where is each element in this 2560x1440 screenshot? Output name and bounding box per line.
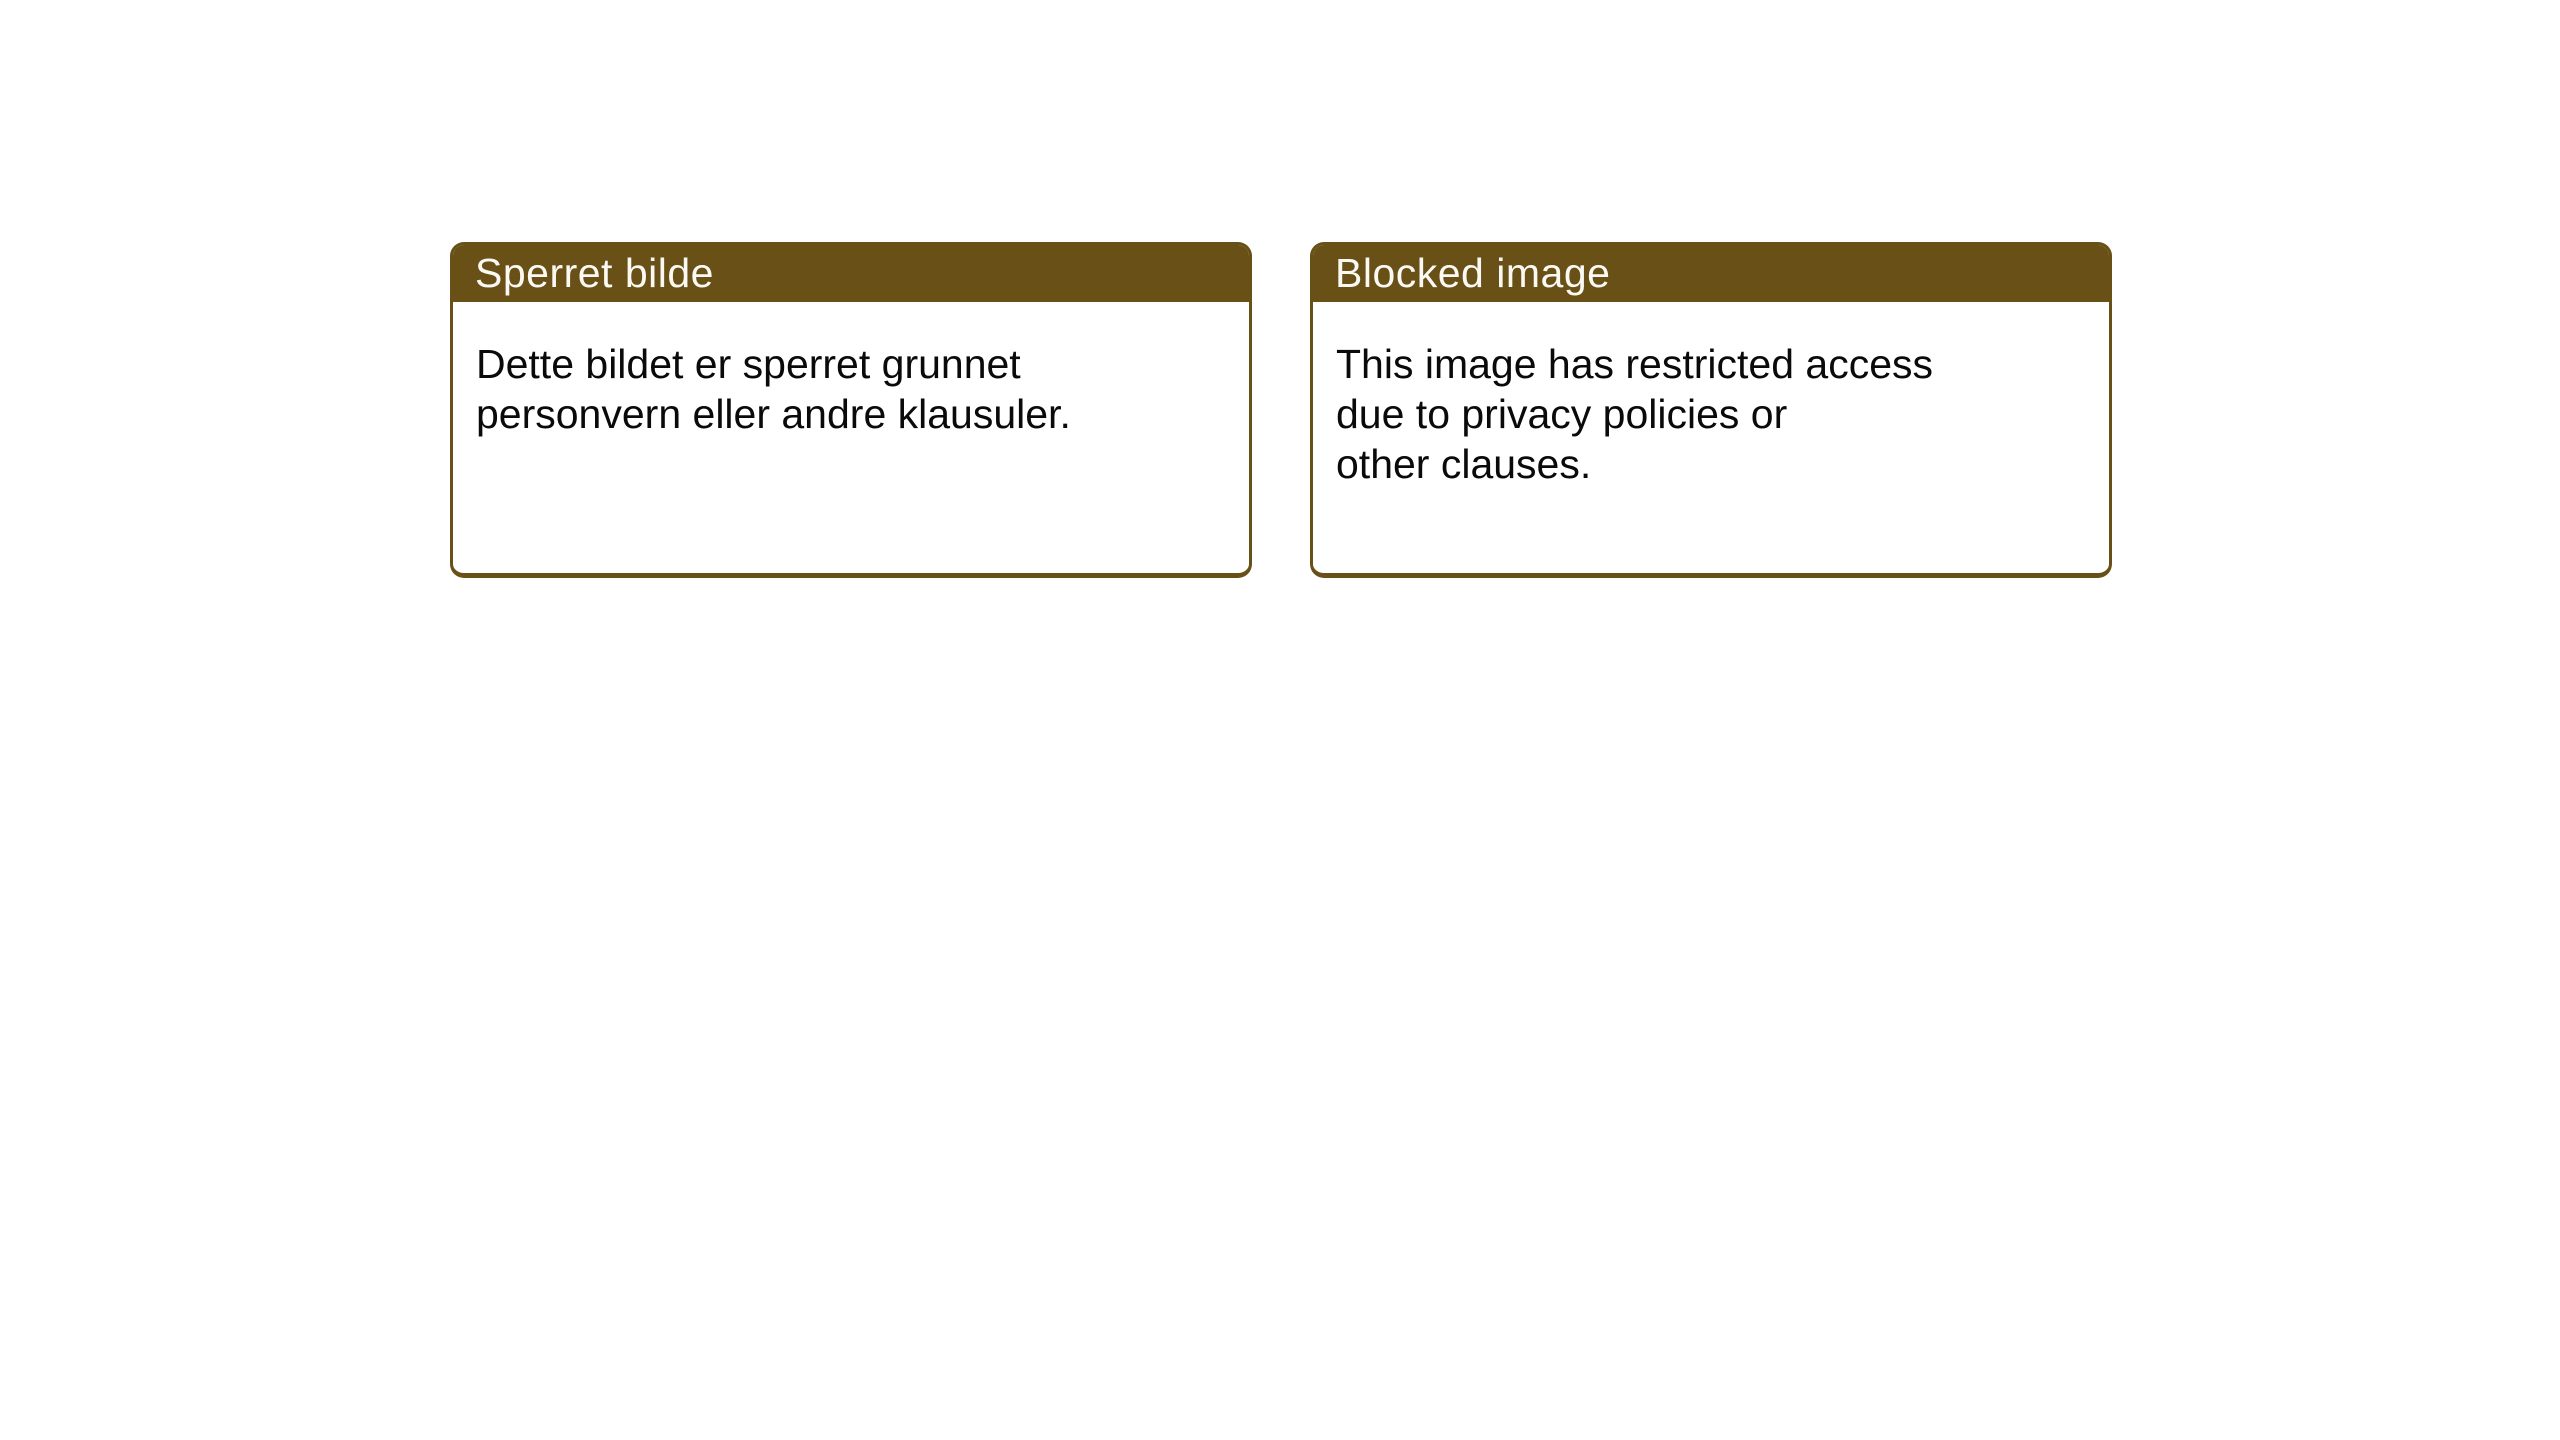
notice-body-line: This image has restricted access: [1336, 341, 1934, 387]
notice-body-line: other clauses.: [1336, 441, 1592, 487]
notice-card-header: [1312, 244, 2110, 302]
notice-body-line: Dette bildet er sperret grunnet: [476, 341, 1021, 387]
notice-body-line: due to privacy policies or: [1336, 391, 1788, 437]
blocked-image-notice-card-english: [1310, 242, 2112, 578]
notice-body-line: personvern eller andre klausuler.: [476, 391, 1071, 437]
blocked-image-notice-card-norwegian: [450, 242, 1252, 578]
notice-card-title: Blocked image: [1335, 249, 1611, 296]
notice-card-header: [452, 244, 1250, 302]
notice-card-body: [1313, 302, 2109, 489]
notice-card-body: [453, 302, 1249, 439]
notice-card-title: Sperret bilde: [475, 249, 714, 296]
